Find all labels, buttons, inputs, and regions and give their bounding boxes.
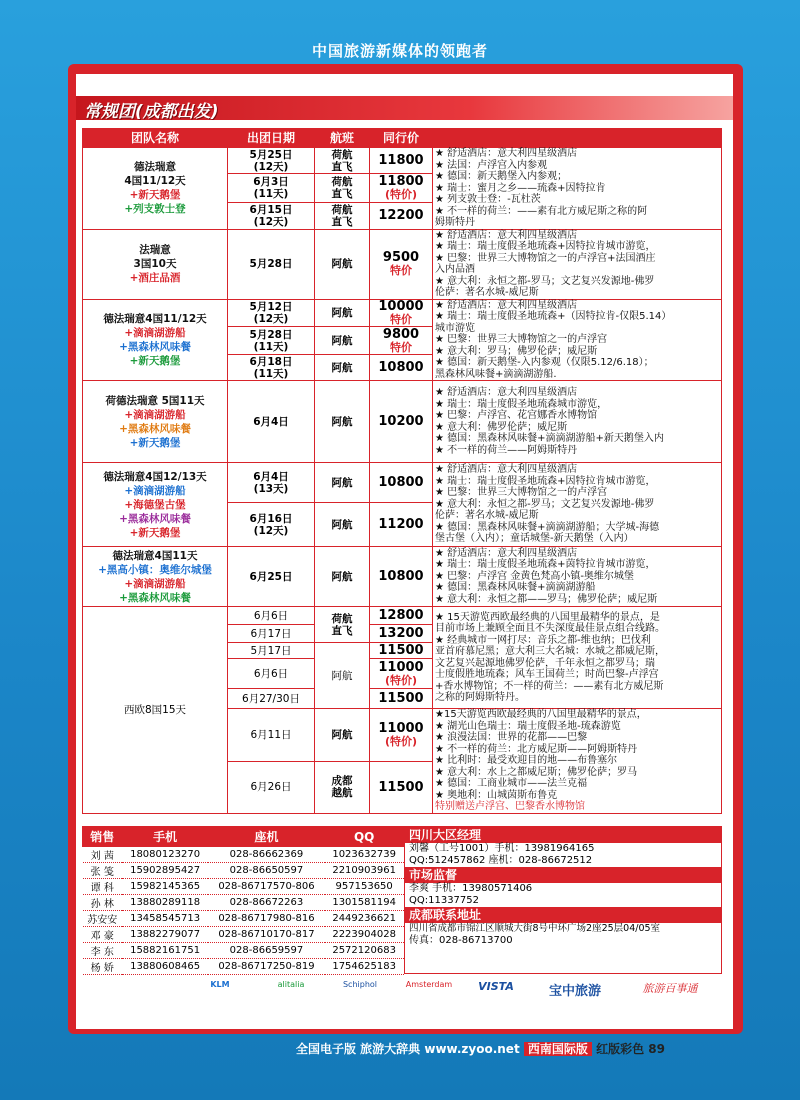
col-header-flight: 航班 [315, 129, 370, 148]
flight [315, 229, 370, 299]
price-value: 11500 [378, 643, 424, 658]
date-text: 6月15日 [249, 203, 293, 216]
desc-line: 堡古堡（入内）；童话城堡-新天鹅堡（入内） [435, 533, 634, 545]
sales-phone: 028-86672263 [208, 895, 325, 911]
sales-mobile: 18080123270 [122, 847, 208, 863]
departure-date [228, 148, 315, 174]
departure-date [228, 355, 315, 381]
flight [315, 174, 370, 203]
desc-line: ★ 意大利：罗马；佛罗伦萨；威尼斯 [435, 345, 598, 357]
flight [315, 355, 370, 381]
sales-name: 邓 豪 [83, 927, 123, 943]
desc-line: 城市游览 [435, 322, 475, 334]
desc-line: ★ 德国：工商业城市——法兰克福 [435, 778, 588, 789]
tour-name [83, 148, 228, 230]
tour-name-line: 德法瑞意4国12/13天 [103, 470, 207, 483]
tour-highlight: +黑森林风味餐 [119, 340, 191, 353]
desc-line: ★15天游览西欧最经典的八国里最精华的景点， [435, 709, 647, 720]
tour-highlight: +滴滴湖游船 [124, 408, 186, 421]
flight-text: 阿航 [331, 415, 353, 428]
price [370, 327, 433, 355]
flight-text: 阿航 [331, 258, 353, 270]
departure-date: 6月6日 [228, 659, 315, 689]
col-header-name: 团队名称 [83, 129, 228, 148]
desc-line: ★ 意大利：水上之都威尼斯；佛罗伦萨；罗马 [435, 766, 638, 778]
desc-line: ★ 意大利：佛罗伦萨；威尼斯 [435, 421, 568, 433]
price-value: 11800 [378, 153, 424, 169]
tour-highlight: +酒庄品酒 [129, 272, 181, 284]
sales-row [83, 895, 404, 911]
departure-date [228, 327, 315, 355]
tour-name [83, 547, 228, 607]
tour-row [83, 229, 722, 299]
desc-line: 姆斯特丹 [435, 217, 475, 228]
footer [296, 1040, 665, 1058]
tour-description [433, 381, 722, 463]
desc-line: 伦萨：著名水城-威尼斯 [435, 287, 539, 298]
desc-line: ★ 列支敦士登：-瓦杜茨 [435, 194, 541, 205]
alitalia-logo: alitalia [277, 980, 305, 989]
flight [315, 381, 370, 463]
sales-col-mobile: 手机 [122, 827, 208, 847]
flight-text: 荷航 [331, 176, 353, 189]
desc-line: ★ 15天游览西欧最经典的八国里最精华的景点，是 [435, 611, 660, 623]
tour-highlight: +新天鹅堡 [129, 189, 181, 202]
tour-name-line: 法瑞意 [139, 244, 171, 256]
sales-qq: 2210903961 [325, 863, 404, 879]
flight-text: 阿航 [331, 518, 353, 531]
desc-line: ★ 意大利：永恒之都——罗马；佛罗伦萨；威尼斯 [435, 593, 658, 605]
flight [315, 327, 370, 355]
price [370, 762, 433, 813]
price [370, 709, 433, 762]
desc-line: 伦萨：著名水城-威尼斯 [435, 510, 539, 522]
footer-tag: 西南国际版 [524, 1042, 592, 1056]
departure-date [228, 174, 315, 203]
sales-table [82, 826, 404, 975]
flight-text: 阿航 [331, 361, 353, 374]
sales-qq: 2572120683 [325, 943, 404, 959]
flight-text: 阿航 [331, 729, 353, 742]
date-text: 6月25日 [249, 570, 293, 583]
price-value: 11500 [378, 691, 424, 706]
price-value: 9800 [382, 326, 420, 342]
tour-highlight: +滴滴湖游船 [124, 484, 186, 497]
desc-line: ★ 舒适酒店：意大利四星级酒店 [435, 387, 578, 398]
desc-line: ★ 奥地利：山城茵斯布鲁克 [435, 789, 558, 801]
departure-date: 6月27/30日 [228, 689, 315, 709]
vista-logo: VISTA [478, 980, 514, 993]
sales-phone: 028-86659597 [208, 943, 325, 959]
sales-name: 刘 茜 [83, 847, 123, 863]
sales-col-phone: 座机 [208, 827, 325, 847]
flight [315, 709, 370, 762]
desc-line: ★ 瑞士：瑞士度假圣地琉森城市游览， [435, 398, 608, 410]
tour-description [433, 148, 722, 230]
price-special: (特价) [384, 673, 418, 687]
desc-line: ★ 舒适酒店：意大利四星级酒店 [435, 299, 578, 311]
price [370, 203, 433, 229]
sales-name: 孙 林 [83, 895, 123, 911]
sales-phone: 028-86650597 [208, 863, 325, 879]
sales-qq: 1754625183 [325, 959, 404, 975]
sales-name: 张 笺 [83, 863, 123, 879]
departure-date [228, 547, 315, 607]
desc-line: ★ 舒适酒店：意大利四星级酒店 [435, 148, 578, 159]
price-value: 11500 [378, 779, 424, 795]
desc-line: +香水博物馆；不一样的荷兰：——素有北方威尼斯 [435, 680, 664, 692]
price [370, 547, 433, 607]
tour-description [433, 229, 722, 299]
col-header-price: 同行价 [370, 129, 433, 148]
manager-line2: QQ:512457862 座机：028-86672512 [409, 855, 593, 866]
flight: 阿航 [315, 643, 370, 709]
desc-line: ★ 不一样的荷兰：北方威尼斯——阿姆斯特丹 [435, 743, 638, 755]
desc-line: ★ 舒适酒店：意大利四星级酒店 [435, 547, 578, 559]
tour-description [433, 463, 722, 547]
flight [315, 148, 370, 174]
desc-line: 文艺复兴起源地佛罗伦萨，千年永恒之都罗马；瑞 [435, 657, 655, 669]
sales-mobile: 13880289118 [122, 895, 208, 911]
price [370, 689, 433, 709]
duration-text: (11天) [253, 188, 289, 201]
sales-phone: 028-86717980-816 [208, 911, 325, 927]
departure-date [228, 381, 315, 463]
price [370, 381, 433, 463]
sales-rows [83, 847, 404, 975]
top-title: 中国旅游新媒体的领跑者 [311, 42, 488, 60]
desc-line: ★ 瑞士：蜜月之乡——琉森+因特拉肯 [435, 182, 606, 194]
duration-text: (12天) [253, 215, 289, 228]
tour-highlight: +黑森林风味餐 [119, 512, 191, 525]
tour-row [83, 463, 722, 503]
sales-phone: 028-86710170-817 [208, 927, 325, 943]
tour-table [82, 128, 722, 814]
tour-name [83, 381, 228, 463]
departure-date [228, 203, 315, 229]
price [370, 643, 433, 659]
duration-text: (13天) [253, 482, 289, 495]
flight-text: 阿航 [331, 570, 353, 583]
duration-text: (12天) [253, 160, 289, 173]
desc-line: 士度假胜地琉森；风车王国荷兰；时尚巴黎-卢浮宫 [435, 669, 659, 680]
price [370, 659, 433, 689]
sales-mobile: 15902895427 [122, 863, 208, 879]
date-text: 6月18日 [249, 355, 293, 368]
price [370, 174, 433, 203]
price-value: 10800 [378, 360, 424, 376]
departure-date: 6月6日 [228, 607, 315, 625]
tour-name-line: 荷德法瑞意 5国11天 [105, 394, 205, 407]
tour-name-line: 3国10天 [133, 258, 177, 270]
flight-text: 阿航 [331, 476, 353, 489]
desc-line: 目前市场上兼顾全面且不失深度最佳景点组合线路。 [435, 623, 665, 634]
date-text: 6月4日 [253, 415, 289, 428]
date-text: 6月4日 [253, 470, 289, 483]
price-value: 9500 [382, 250, 420, 265]
desc-note: 特别赠送卢浮宫、巴黎香水博物馆 [435, 801, 585, 812]
desc-line: ★ 舒适酒店：意大利四星级酒店 [435, 464, 578, 476]
price [370, 355, 433, 381]
sales-phone: 028-86717570-806 [208, 879, 325, 895]
desc-line: ★ 巴黎：世界三大博物馆之一的卢浮宫+法国酒庄 [435, 252, 656, 264]
tour-row [83, 299, 722, 327]
flight-text: 直飞 [331, 215, 353, 228]
tour-highlight: +新天鹅堡 [129, 436, 181, 449]
duration-text: (12天) [253, 312, 289, 325]
sales-qq: 2449236621 [325, 911, 404, 927]
tour-highlight: +列支敦士登 [124, 203, 186, 216]
tour-name [83, 229, 228, 299]
tour-highlight: +滴滴湖游船 [124, 577, 186, 590]
price-value: 10000 [378, 298, 424, 314]
sales-mobile: 15982145365 [122, 879, 208, 895]
date-text: 5月28日 [249, 258, 293, 270]
desc-line: ★ 不一样的荷兰：——素有北方威尼斯之称的阿 [435, 205, 648, 217]
departure-date [228, 299, 315, 327]
sales-row [83, 863, 404, 879]
departure-date [228, 229, 315, 299]
tour-highlight: +黑森林风味餐 [119, 591, 191, 604]
price-value: 11000 [378, 659, 424, 675]
price-special: 特价 [390, 312, 412, 326]
departure-date [228, 463, 315, 503]
table-header-row [83, 129, 722, 148]
flight-text: 直飞 [331, 188, 353, 201]
tour-highlight: +新天鹅堡 [129, 354, 181, 367]
tour-name [83, 299, 228, 381]
sales-row [83, 911, 404, 927]
sales-qq: 1301581194 [325, 895, 404, 911]
flight [315, 203, 370, 229]
date-text: 6月3日 [253, 176, 289, 189]
price [370, 503, 433, 547]
desc-line: ★ 比利时：最受欢迎目的地——布鲁塞尔 [435, 755, 618, 766]
desc-line: ★ 德国：黑森林风味餐+滴滴湖游船+新天鹅堡入内 [435, 433, 664, 444]
price-value: 10200 [378, 414, 424, 429]
col-header-desc [433, 129, 722, 148]
flight [315, 463, 370, 503]
price [370, 148, 433, 174]
desc-line: ★ 不一样的荷兰——阿姆斯特丹 [435, 444, 578, 456]
price-value: 13200 [378, 626, 424, 641]
tour-name-line: 4国11/12天 [124, 175, 186, 188]
duration-text: (11天) [253, 367, 289, 380]
price-value: 10800 [378, 569, 424, 584]
supervisor-line2: QQ:11337752 [409, 895, 480, 906]
sales-header-row [83, 827, 404, 847]
duration-text: (12天) [253, 524, 289, 537]
sales-name: 李 东 [83, 943, 123, 959]
desc-line: ★ 瑞士：瑞士度假圣地琉森+因特拉肯城市游览， [435, 241, 656, 252]
flight-text: 阿航 [331, 334, 353, 347]
sales-row [83, 927, 404, 943]
sales-mobile: 13880608465 [122, 959, 208, 975]
sales-name: 杨 娇 [83, 959, 123, 975]
sales-mobile: 15882161751 [122, 943, 208, 959]
col-header-date: 出团日期 [228, 129, 315, 148]
date-text: 6月16日 [249, 512, 293, 525]
tour-name-line: 德法瑞意4国11/12天 [103, 312, 207, 325]
flight-text: 成都 [331, 775, 353, 788]
price-special: 特价 [390, 340, 412, 354]
address-line1: 四川省成都市锦江区顺城大街8号中环广场2座25层04/05室 [409, 923, 661, 934]
address-line2: 传真：028-86713700 [409, 935, 513, 946]
price-value: 11200 [378, 517, 424, 532]
price-special: 特价 [390, 264, 412, 277]
travel-logo: 旅游百事通 [642, 982, 698, 995]
desc-line: ★ 巴黎：世界三大博物馆之一的卢浮宫 [435, 487, 608, 499]
tour-name [83, 463, 228, 547]
duration-text: (11天) [253, 340, 289, 353]
sales-phone: 028-86717250-819 [208, 959, 325, 975]
tour-description [433, 299, 722, 381]
flight-text: 直飞 [331, 624, 353, 637]
tour-description [433, 547, 722, 607]
sales-row [83, 879, 404, 895]
tour-name-line: 德法瑞意4国11天 [112, 549, 198, 562]
price-value: 12800 [378, 608, 424, 623]
desc-line: 之称的阿姆斯特丹。 [435, 692, 525, 703]
address-title: 成都联系地址 [405, 907, 721, 923]
flight-text: 荷航 [331, 148, 353, 161]
desc-line: ★ 经典城市一网打尽：音乐之都-维也纳；巴伐利 [435, 634, 651, 646]
desc-line: ★ 巴黎：卢浮宫、花宫娜香水博物馆 [435, 410, 598, 421]
contact-area [82, 826, 722, 974]
flight-text: 阿航 [331, 306, 353, 319]
tour-description [433, 607, 722, 709]
desc-line: ★ 德国：黑森林风味餐+滴滴湖游船；大学城-海德 [435, 521, 660, 533]
sales-qq: 2223904028 [325, 927, 404, 943]
desc-line: 亚首府慕尼黑；意大利三大名城：水城之都威尼斯， [435, 646, 665, 657]
tour-name-line: 德法瑞意 [134, 161, 176, 174]
sales-name: 谭 科 [83, 879, 123, 895]
desc-line: ★ 德国：新天鹅堡-入内参观（仅限5.12/6.18）； [435, 357, 654, 368]
manager-line1: 刘馨（工号1001）手机：13981964165 [409, 843, 595, 854]
departure-date [228, 503, 315, 547]
desc-line: 黑森林风味餐+滴滴湖游船. [435, 368, 557, 380]
footer-page: 红版彩色 89 [596, 1042, 665, 1056]
desc-line: ★ 瑞士：瑞士度假圣地琉森+茵特拉肯城市游览， [435, 559, 656, 571]
tour-highlight: +海德堡古堡 [124, 498, 186, 511]
section-title: 常规团(成都出发) [84, 102, 219, 122]
desc-line: ★ 巴黎：卢浮宫 金黄色梵高小镇-奥维尔城堡 [435, 570, 634, 582]
departure-date: 6月26日 [228, 762, 315, 813]
desc-line: ★ 法国：卢浮宫入内参观 [435, 159, 548, 171]
tour-row [83, 148, 722, 174]
desc-line: ★ 瑞士：瑞士度假圣地琉森+（因特拉肯-仅限5.14） [435, 311, 672, 322]
sales-mobile: 13458545713 [122, 911, 208, 927]
flight [315, 547, 370, 607]
flight [315, 607, 370, 643]
price [370, 607, 433, 625]
sales-mobile: 13882279077 [122, 927, 208, 943]
sales-qq: 1023632739 [325, 847, 404, 863]
sales-phone: 028-86662369 [208, 847, 325, 863]
desc-line: 入内品酒 [435, 264, 475, 275]
sales-col-qq: QQ [325, 827, 404, 847]
tour-row [83, 381, 722, 463]
baozhong-logo: 宝中旅游 [548, 984, 601, 999]
sales-row [83, 959, 404, 975]
tour-highlight: +黑森林风味餐 [119, 422, 191, 435]
tour-highlight: +新天鹅堡 [129, 526, 181, 539]
desc-line: ★ 德国：黑森林风味餐+滴滴湖游船 [435, 582, 596, 594]
tour-highlight: +滴滴湖游船 [124, 326, 186, 339]
price-special: (特价) [384, 188, 418, 202]
flight-text: 荷航 [331, 203, 353, 216]
price-value: 11000 [378, 721, 424, 737]
section-header [76, 96, 733, 120]
price-value: 12200 [378, 208, 424, 224]
date-text: 5月12日 [249, 300, 293, 313]
desc-line: ★ 瑞士：瑞士度假圣地琉森+因特拉肯城市游览， [435, 475, 656, 487]
partner-logos [190, 976, 725, 1016]
desc-line: ★ 湖光山色瑞士：瑞士度假圣地-琉森游览 [435, 720, 621, 732]
sales-row [83, 943, 404, 959]
price [370, 625, 433, 643]
flight-text: 越航 [331, 787, 353, 800]
date-text: 5月28日 [249, 328, 293, 341]
schiphol-logo: Schiphol [342, 980, 378, 989]
desc-line: ★ 德国：新天鹅堡入内参观； [435, 171, 568, 182]
manager-box [404, 826, 722, 974]
tour-name: 西欧8国15天 [83, 607, 228, 814]
flight-text: 荷航 [331, 612, 353, 625]
departure-date: 6月17日 [228, 625, 315, 643]
desc-line: ★ 意大利：永恒之都-罗马；文艺复兴发源地-佛罗 [435, 275, 655, 287]
sales-qq: 957153650 [325, 879, 404, 895]
desc-line: ★ 巴黎：世界三大博物馆之一的卢浮宫 [435, 334, 608, 345]
flight [315, 299, 370, 327]
price [370, 463, 433, 503]
supervisor-line1: 李爽 手机：13980571406 [409, 883, 533, 894]
flight [315, 503, 370, 547]
flight-text: 直飞 [331, 160, 353, 173]
sales-col-name: 销售 [83, 827, 123, 847]
sales-name: 苏安安 [83, 911, 123, 927]
tour-row [83, 547, 722, 607]
tour-rows [83, 148, 722, 814]
date-text: 5月25日 [249, 148, 293, 161]
desc-line: ★ 意大利：永恒之都-罗马；文艺复兴发源地-佛罗 [435, 498, 655, 510]
desc-line: ★ 舒适酒店：意大利四星级酒店 [435, 229, 578, 241]
price [370, 229, 433, 299]
tour-row [83, 607, 722, 625]
footer-label: 全国电子版 旅游大辞典 www.zyoo.net [296, 1042, 520, 1056]
supervisor-title: 市场监督 [405, 867, 721, 883]
price-value: 11800 [378, 174, 424, 190]
tour-highlight: +黑高小镇：奥维尔城堡 [98, 563, 212, 576]
price-special: (特价) [384, 735, 418, 749]
departure-date: 5月17日 [228, 643, 315, 659]
price [370, 299, 433, 327]
sales-row [83, 847, 404, 863]
klm-logo: KLM [210, 980, 230, 989]
flight [315, 762, 370, 813]
manager-title: 四川大区经理 [405, 827, 721, 843]
amsterdam-logo: Amsterdam [405, 980, 453, 989]
desc-line: ★ 浪漫法国：世界的花都——巴黎 [435, 732, 588, 743]
tour-description [433, 709, 722, 814]
price-value: 10800 [378, 475, 424, 490]
departure-date: 6月11日 [228, 709, 315, 762]
